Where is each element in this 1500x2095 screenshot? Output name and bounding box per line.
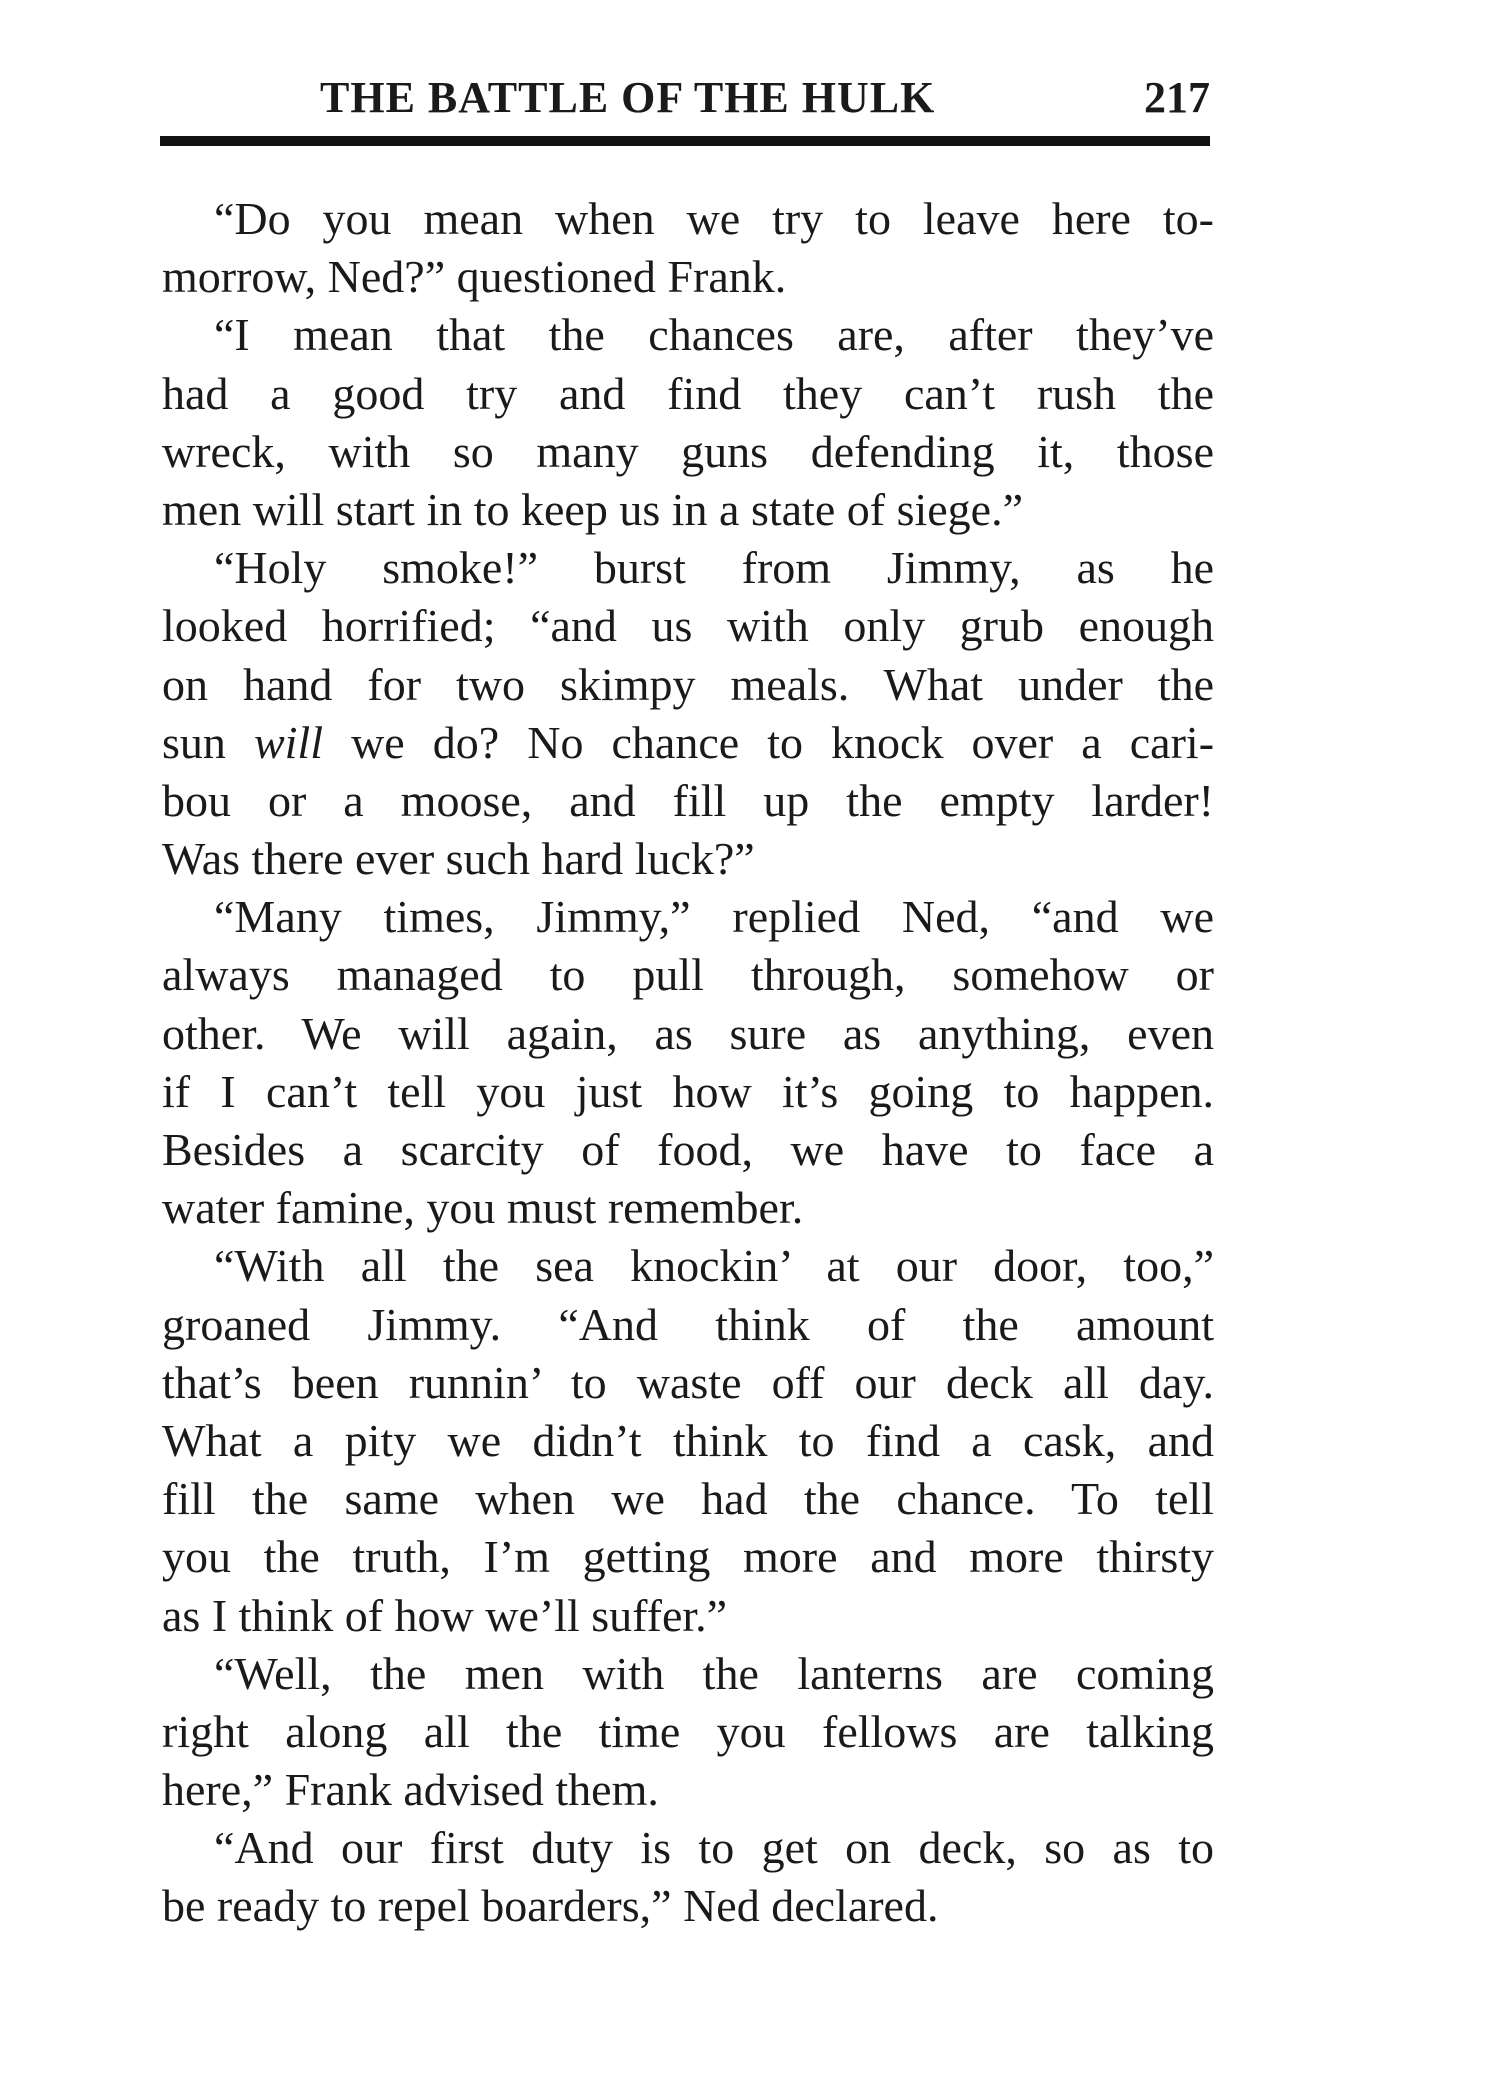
- text-line: looked horrified; “and us with only grub enough: [162, 600, 1214, 652]
- text-line: “Many times, Jimmy,” replied Ned, “and we: [214, 891, 1214, 943]
- header-rule: [160, 136, 1210, 146]
- text-line: that’s been runnin’ to waste off our deck all day.: [162, 1356, 1214, 1408]
- text-line: wreck, with so many guns defending it, those: [162, 425, 1214, 477]
- text-line: fill the same when we had the chance. To tell: [162, 1473, 1214, 1525]
- text-line: “And our first duty is to get on deck, so as to: [214, 1822, 1214, 1874]
- text-line: as I think of how we’ll suffer.”: [162, 1589, 728, 1641]
- body-text: [162, 190, 1214, 1936]
- text-line: other. We will again, as sure as anything, even: [162, 1007, 1214, 1059]
- page-number: 217: [1144, 73, 1210, 122]
- text-line: “Well, the men with the lanterns are coming: [214, 1647, 1214, 1699]
- text-line: bou or a moose, and fill up the empty larder!: [162, 774, 1214, 826]
- text-line: you the truth, I’m getting more and more thirsty: [162, 1531, 1214, 1583]
- italic-word: will: [253, 716, 323, 768]
- text-line: morrow, Ned?” questioned Frank.: [162, 251, 787, 303]
- text-line: Besides a scarcity of food, we have to face a: [162, 1124, 1214, 1175]
- text-line: had a good try and find they can’t rush the: [162, 367, 1214, 419]
- text-line: right along all the time you fellows are talking: [162, 1705, 1214, 1757]
- text-line: always managed to pull through, somehow or: [162, 949, 1214, 1001]
- text-line: [162, 714, 1214, 772]
- text-segment: sun: [162, 716, 226, 768]
- text-line: on hand for two skimpy meals. What under the: [162, 658, 1214, 710]
- running-title: THE BATTLE OF THE HULK: [320, 73, 936, 122]
- text-line: here,” Frank advised them.: [162, 1764, 659, 1816]
- text-line: Was there ever such hard luck?”: [162, 833, 755, 885]
- text-line: be ready to repel boarders,” Ned declared.: [162, 1880, 939, 1932]
- text-line: if I can’t tell you just how it’s going to happen.: [162, 1065, 1214, 1117]
- text-line: water famine, you must remember.: [162, 1182, 804, 1234]
- text-line: What a pity we didn’t think to find a cask, and: [162, 1414, 1214, 1466]
- text-line: “Do you mean when we try to leave here to-: [214, 193, 1214, 244]
- text-line: “Holy smoke!” burst from Jimmy, as he: [214, 542, 1214, 594]
- page-header: [160, 72, 1210, 138]
- text-line: groaned Jimmy. “And think of the amount: [162, 1298, 1214, 1350]
- text-line: “I mean that the chances are, after they’ve: [214, 309, 1214, 361]
- text-segment: we do? No chance to knock over a cari-: [351, 716, 1215, 768]
- text-line: “With all the sea knockin’ at our door, too,”: [214, 1240, 1214, 1292]
- text-line: men will start in to keep us in a state of siege.”: [162, 483, 1023, 535]
